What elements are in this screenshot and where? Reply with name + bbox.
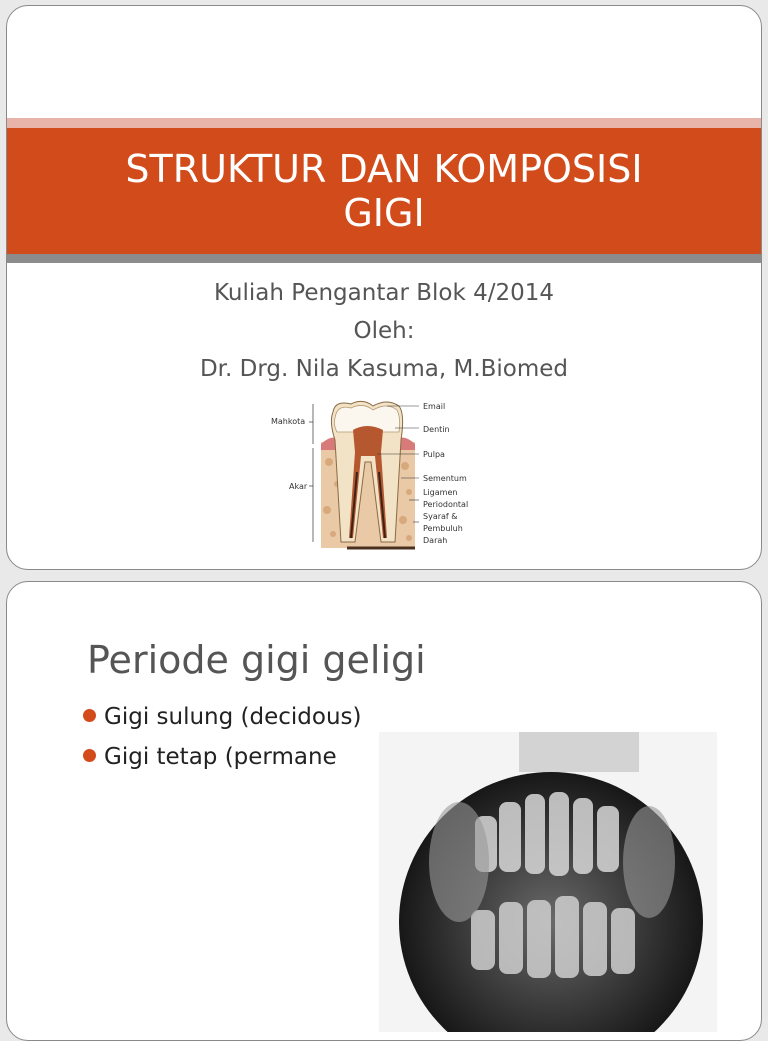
slide-heading: Periode gigi geligi bbox=[87, 638, 426, 682]
label-syaraf: Syaraf & bbox=[423, 512, 458, 521]
label-periodontal: Periodontal bbox=[423, 500, 469, 509]
label-akar: Akar bbox=[289, 482, 308, 491]
label-dentin: Dentin bbox=[423, 425, 450, 434]
title-band bbox=[7, 128, 761, 254]
divider-stripe bbox=[7, 254, 761, 263]
dental-xray-image bbox=[379, 732, 717, 1032]
tooth-anatomy-diagram bbox=[263, 392, 493, 552]
label-darah: Darah bbox=[423, 536, 448, 545]
slide-title-line-1: STRUKTUR DAN KOMPOSISI bbox=[125, 147, 643, 191]
label-email: Email bbox=[423, 402, 446, 411]
bullet-text: Gigi tetap (permane bbox=[104, 744, 337, 770]
bullet-item bbox=[83, 744, 337, 770]
bullet-text: Gigi sulung (decidous) bbox=[104, 704, 362, 730]
by-line: Oleh: bbox=[353, 318, 415, 344]
slide-subtitle bbox=[7, 274, 761, 388]
label-pulpa: Pulpa bbox=[423, 450, 445, 459]
content-slide bbox=[6, 581, 762, 1041]
bullet-dot-icon bbox=[83, 709, 96, 722]
bullet-item bbox=[83, 704, 362, 730]
course-line: Kuliah Pengantar Blok 4/2014 bbox=[214, 280, 554, 306]
title-slide bbox=[6, 5, 762, 570]
accent-stripe bbox=[7, 118, 761, 128]
bullet-dot-icon bbox=[83, 749, 96, 762]
author-line: Dr. Drg. Nila Kasuma, M.Biomed bbox=[199, 356, 569, 382]
label-sementum: Sementum bbox=[423, 474, 467, 483]
label-mahkota: Mahkota bbox=[271, 417, 306, 426]
label-ligamen: Ligamen bbox=[423, 488, 458, 497]
slide-title-line-2: GIGI bbox=[343, 191, 425, 235]
label-pembuluh: Pembuluh bbox=[423, 524, 463, 533]
